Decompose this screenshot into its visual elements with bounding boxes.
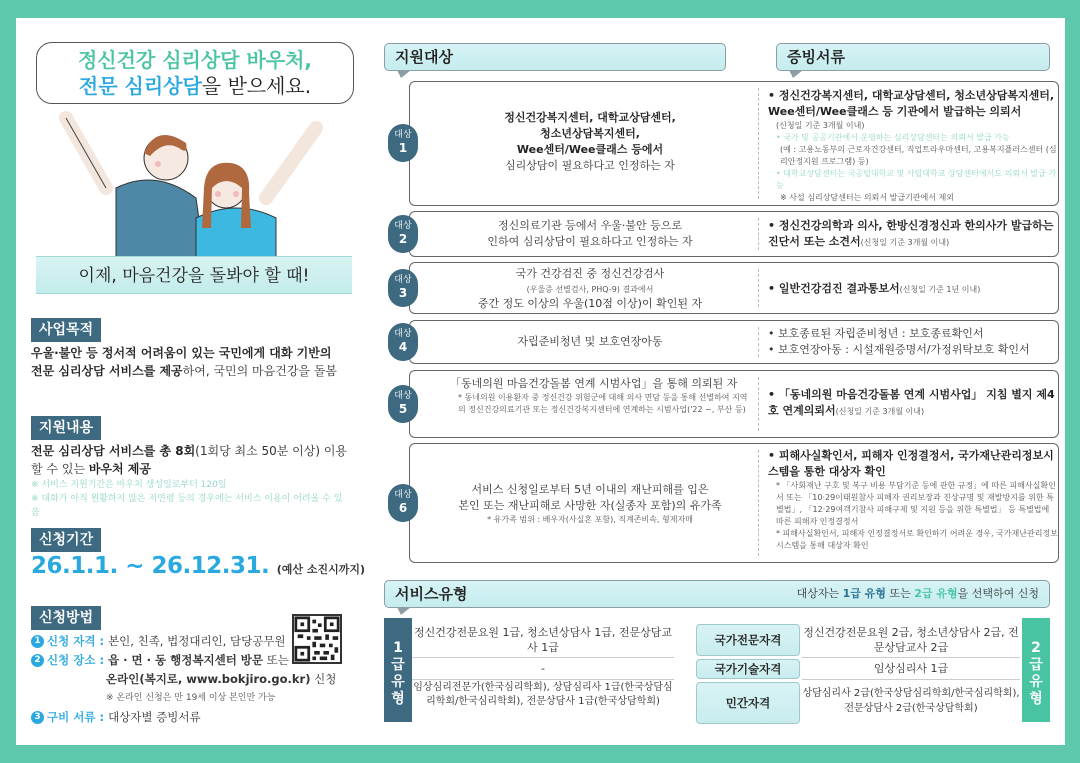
slogan-banner: 이제, 마음건강을 돌봐야 할 때!: [36, 256, 352, 294]
grade2-national-technical: 임상심리사 1급: [802, 658, 1020, 680]
service-type-hint: 대상자는 1급 유형 또는 2급 유형을 선택하여 신청: [796, 587, 1039, 600]
column-divider: [758, 450, 759, 556]
document-cell: [768, 326, 1058, 358]
target-badge: [388, 484, 418, 522]
hero-speech-bubble: [36, 42, 354, 104]
document-cell: [768, 387, 1058, 419]
document-cell: [768, 448, 1058, 552]
number-1-icon: 1: [31, 635, 44, 648]
period-dates: 26.1.1. ~ 26.12.31.: [31, 553, 270, 579]
document-note: (예 : 고용노동부의 근로자건강센터, 직업트라우마센터, 고용복지플러스센터 (심리안정지원 프로그램) 등): [780, 145, 1057, 166]
left-column: [16, 18, 366, 745]
eligibility-row-4: [394, 320, 1059, 364]
target-line: 심리상담이 필요하다고 인정하는 자: [505, 159, 675, 172]
purpose-line2-bold: 전문 심리상담 서비스를 제공: [31, 364, 183, 378]
hero-title-highlight: 전문 심리상담: [78, 74, 202, 98]
support-bold2: 바우처 제공: [88, 462, 151, 476]
badge-word: 대상: [394, 490, 412, 500]
target-badge: [388, 124, 418, 162]
period-note: (예산 소진시까지): [276, 563, 366, 576]
target-note: * 동네의원 이용환자 중 정신건강 위험군에 대해 의사 면담 등을 통해 선별하여 지역의 정신건강의료기관 또는 정신건강복지센터에 연계하는 시범사업('22 ~, 부산 등): [458, 393, 748, 414]
target-note: * 유가족 범위 : 배우자(사실혼 포함), 직계존비속, 형제자매: [487, 515, 693, 524]
document-sub: (신청일 기준 3개월 이내): [776, 121, 865, 130]
badge-number: 6: [398, 501, 408, 515]
column-divider: [758, 218, 759, 250]
method-online: [31, 670, 361, 689]
method-value: 본인, 친족, 법정대리인, 담당공무원: [108, 634, 286, 648]
hero-title-line1: 정신건강 심리상담 바우처,: [77, 48, 313, 72]
document-note: ※ 사설 심리상담센터는 의뢰서 발급기관에서 제외: [780, 193, 954, 202]
service-type-title: 서비스유형: [395, 585, 468, 603]
target-line: Wee센터/Wee클래스 등에서: [516, 143, 664, 156]
badge-number: 1: [398, 141, 408, 155]
badge-word: 대상: [394, 329, 412, 339]
bokjiro-link[interactable]: 온라인(복지로, www.bokjiro.go.kr): [106, 672, 311, 686]
grade-2-label: 2 급 유 형: [1022, 618, 1050, 722]
section-header-service-type: [384, 580, 1050, 608]
target-line: 본인 또는 재난피해로 사망한 자(실종자 포함)의 유가족: [458, 499, 722, 512]
document-main: • 「동네의원 마음건강돌봄 연계 시범사업」 지침 별지 제4호 연계의뢰서: [768, 388, 1055, 417]
application-period: [31, 553, 365, 579]
document-item: • 보호연장아동 : 시설재원증명서/가정위탁보호 확인서: [768, 343, 1030, 356]
eligibility-row-2: [394, 211, 1059, 257]
target-cell: [430, 218, 750, 250]
section-label-support: 지원내용: [31, 416, 101, 440]
method-value-rest: 또는: [263, 653, 289, 667]
qr-code-icon[interactable]: [292, 614, 342, 664]
grade2-private: 상담심리사 2급(한국상담심리학회/한국심리학회), 전문상담사 2급(한국상담학회): [802, 680, 1020, 726]
grade-1-label: 1 급 유 형: [384, 618, 412, 722]
category-national-professional: 국가전문자격: [696, 624, 800, 656]
method-value-bold: 읍 · 면 · 동 행정복지센터 방문: [108, 653, 264, 667]
section-label-period: 신청기간: [31, 528, 101, 552]
eligibility-row-1: [394, 81, 1059, 206]
couple-illustration-icon: [46, 108, 346, 268]
document-note: • 대학교상담센터는 국공립대학교 및 사립대학교 상담센터에서도 의뢰서 발급 가능: [776, 169, 1057, 190]
document-sub: (신청일 기준 3개월 이내): [835, 407, 925, 416]
badge-word: 대상: [394, 130, 412, 140]
brochure-page: [16, 18, 1065, 745]
document-cell: [768, 88, 1058, 204]
bottom-frame-strip: [0, 745, 1080, 763]
document-note: • 국가 및 공공기관에서 운영하는 심리상담센터는 의뢰서 발급 가능: [776, 133, 1010, 142]
target-badge: [388, 323, 418, 361]
support-mid: (1회당 최소 50분 이상) 이용할 수 있는: [31, 444, 348, 476]
document-item: • 보호종료된 자립준비청년 : 보호종료확인서: [768, 327, 984, 340]
badge-number: 2: [398, 232, 408, 246]
method-value: 대상자별 증빙서류: [108, 710, 201, 724]
column-divider: [758, 377, 759, 431]
target-line: 국가 건강검진 중 정신건강검사: [515, 267, 665, 280]
badge-word: 대상: [394, 275, 412, 285]
target-line: 정신의료기관 등에서 우울·불안 등으로: [497, 219, 682, 232]
method-key: 신청 장소: [47, 653, 96, 667]
column-divider: [758, 88, 759, 199]
section-label-method: 신청방법: [31, 606, 101, 630]
category-private: 민간자격: [696, 682, 800, 724]
method-item-place: 2 신청 장소 : 읍 · 면 · 동 행정복지센터 방문 또는: [31, 651, 361, 670]
document-main: • 정신건강의학과 의사, 한방신경정신과 한의사가 발급하는 진단서 또는 소견서: [768, 219, 1054, 248]
method-item-documents: 3 구비 서류 : 대상자별 증빙서류: [31, 708, 361, 727]
grade2-national-professional: 정신건강전문요원 2급, 청소년상담사 2급, 전문상담교사 2급: [802, 622, 1020, 658]
column-divider: [758, 269, 759, 307]
target-line: 「동네의원 마음건강돌봄 연계 시범사업」을 통해 의뢰된 자: [450, 377, 738, 390]
method-online-rest: 신청: [310, 672, 337, 686]
document-cell: [768, 218, 1058, 250]
support-note-2: ※ 대화가 아직 원활하지 않은 저연령 등의 경우에는 서비스 이용이 어려울 수 있음: [31, 494, 343, 518]
target-line: 중간 정도 이상의 우울(10점 이상)이 확인된 자: [477, 297, 703, 310]
section-header-documents: 증빙서류: [776, 43, 1050, 71]
target-line: 자립준비청년 및 보호연장아동: [517, 335, 663, 348]
badge-number: 3: [398, 286, 408, 300]
target-badge: [388, 215, 418, 253]
hero-title-rest: 을 받으세요.: [201, 74, 312, 98]
number-2-icon: 2: [31, 654, 44, 667]
target-cell: [450, 376, 750, 416]
support-bold1: 전문 심리상담 서비스를 총 8회: [31, 444, 196, 458]
document-sub: (신청일 기준 1년 이내): [899, 285, 981, 294]
target-line: 청소년상담복지센터,: [540, 127, 640, 140]
section-label-purpose: 사업목적: [31, 318, 101, 342]
method-key: 신청 자격: [47, 634, 96, 648]
badge-number: 5: [398, 402, 408, 416]
eligibility-row-5: [394, 370, 1059, 438]
document-note: * 「사회재난 구호 및 복구 비용 부담기준 등에 관한 규정」에 따른 피해사실확인서 또는 「10·29이태원참사 피해자 권리보장과 진상규명 및 재발방지를 위한 특별법」, 「12·29여객기참사 피해구제 및 지원 등을 위한 특별법」 등 특별법에 따른 피해자 인정결정서: [776, 481, 1056, 526]
badge-number: 4: [398, 340, 408, 354]
document-main: • 일반건강검진 결과통보서: [768, 282, 900, 295]
target-cell: [430, 334, 750, 350]
target-line: 정신건강복지센터, 대학교상담센터,: [504, 111, 676, 124]
target-badge: [388, 269, 418, 307]
grade1-private: 임상심리전문가(한국심리학회), 상담심리사 1급(한국상담심리학회/한국심리학회), 전문상담사 1급(한국상담학회): [412, 680, 674, 726]
column-divider: [758, 327, 759, 357]
number-3-icon: 3: [31, 711, 44, 724]
method-online-note: ※ 온라인 신청은 만 19세 이상 본인만 가능: [106, 693, 276, 703]
document-cell: [768, 281, 1058, 297]
support-note-1: ※ 서비스 지원기간은 바우처 생성일로부터 120일: [31, 480, 227, 490]
purpose-line1: 우울·불안 등 정서적 어려움이 있는 국민에게 대화 기반의: [31, 346, 332, 360]
category-national-technical: 국가기술자격: [696, 659, 800, 679]
section-header-eligibility: 지원대상: [384, 43, 726, 71]
grade1-national-professional: 정신건강전문요원 1급, 청소년상담사 1급, 전문상담교사 1급: [412, 622, 674, 658]
method-item-eligibility: 1 신청 자격 : 본인, 친족, 법정대리인, 담당공무원: [31, 632, 361, 651]
purpose-line2-rest: 하여, 국민의 마음건강을 돌봄: [182, 364, 338, 378]
method-key: 구비 서류: [47, 710, 96, 724]
target-line: (우울증 선별검사, PHQ-9) 결과에서: [526, 285, 654, 294]
target-line: 인하여 심리상담이 필요하다고 인정하는 자: [487, 235, 693, 248]
document-main: • 피해사실확인서, 피해자 인정결정서, 국가재난관리정보시스템을 통한 대상자 확인: [768, 449, 1054, 478]
grade1-national-technical: -: [412, 658, 674, 680]
target-line: 서비스 신청일로부터 5년 이내의 재난피해를 입은: [471, 483, 709, 496]
document-note: * 피해사실확인서, 피해자 인정결정서로 확인하기 어려운 경우, 국가재난관리정보시스템을 통해 대상자 확인: [776, 529, 1058, 550]
badge-word: 대상: [394, 221, 412, 231]
document-main: • 정신건강복지센터, 대학교상담센터, 청소년상담복지센터, Wee센터/Wee클래스 등 기관에서 발급하는 의뢰서: [768, 89, 1055, 118]
purpose-text: [31, 344, 349, 380]
target-cell: [430, 266, 750, 311]
badge-word: 대상: [394, 391, 412, 401]
target-cell: [430, 110, 750, 174]
document-sub: (신청일 기준 3개월 이내): [860, 238, 950, 247]
eligibility-row-3: [394, 262, 1059, 314]
target-cell: [430, 482, 750, 526]
support-text: [31, 442, 349, 520]
target-badge: [388, 385, 418, 423]
eligibility-row-6: [394, 443, 1059, 563]
